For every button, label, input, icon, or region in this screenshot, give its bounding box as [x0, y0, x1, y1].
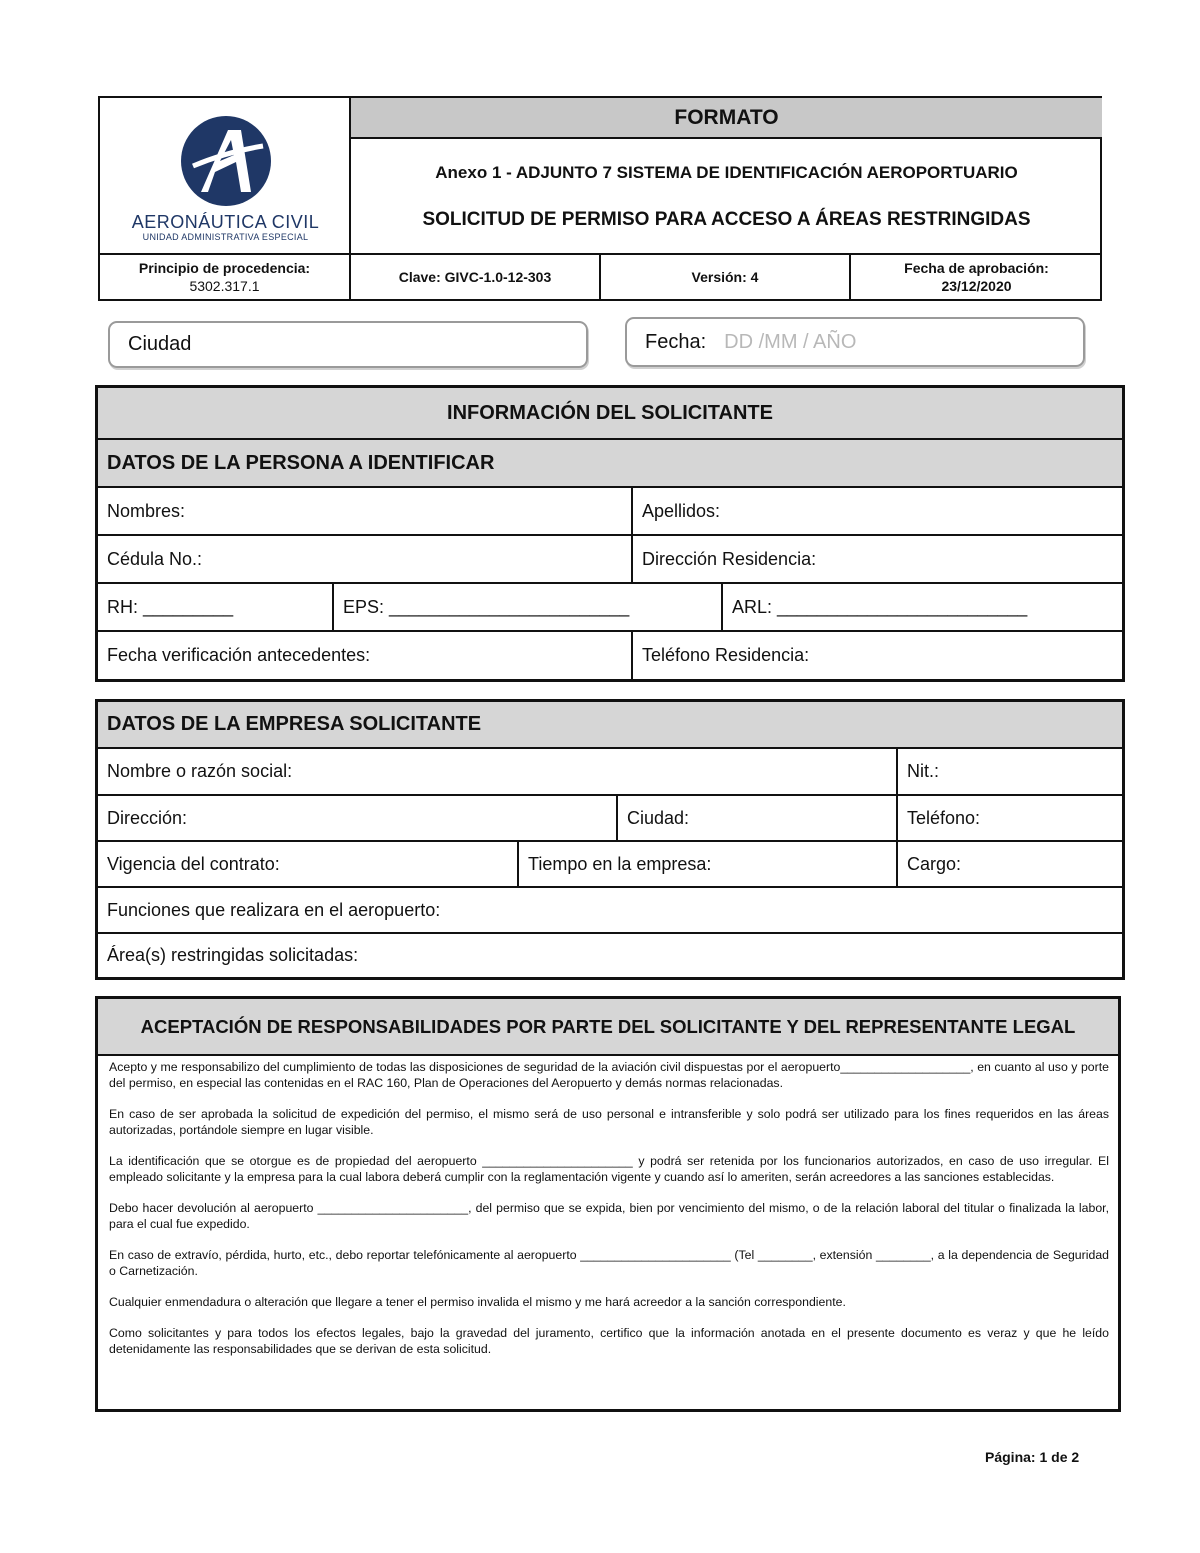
table-row [98, 934, 1122, 977]
table-row [98, 842, 1122, 888]
aceptacion-paragraph: La identificación que se otorgue es de propiedad del aeropuerto ______________________ y podrá ser retenida por los funcionarios autorizados, en caso de uso irregular. El empleado solicitante y la empresa para la cual labora deberá cumplir con la reglamentación vigente y cuando así lo ameriten, serán acreedores a las sanciones establecidas. [109, 1154, 1109, 1184]
table-row [98, 749, 1122, 796]
page-number [985, 1449, 1079, 1465]
aceptacion-paragraph: En caso de ser aprobada la solicitud de expedición del permiso, el mismo será de uso personal e intransferible y solo podrá ser utilizado para los fines requeridos en las áreas autorizadas, portándole siempre en lugar visible. [109, 1107, 1109, 1137]
fecha-aprobacion-value: 23/12/2020 [941, 278, 1012, 294]
aceptacion-paragraph: Cualquier enmendadura o alteración que llegare a tener el permiso invalida el mismo y me hará acreedor a la sanción correspondiente. [109, 1295, 846, 1309]
rh-field[interactable]: RH: _________ [98, 584, 334, 630]
table-row [98, 536, 1122, 584]
aceptacion-paragraph: Debo hacer devolución al aeropuerto ______________________, del permiso que se expida, bien por vencimiento del mismo, o de la relación laboral del titular o finalizada la labor, para el cual fue expedido. [109, 1201, 1109, 1231]
direccion-field[interactable]: Dirección: [98, 796, 618, 840]
fecha-aprobacion [851, 255, 1102, 299]
aceptacion-paragraph: Acepto y me responsabilizo del cumplimiento de todas las disposiciones de seguridad de la aviación civil dispuestas por el aeropuerto___________________, en cuanto al uso y porte del permiso, en especial las contenidas en el RAC 160, Plan de Operaciones del Aeropuerto y demás normas relacionadas. [109, 1060, 1109, 1090]
telefono-field[interactable]: Teléfono: [907, 807, 981, 828]
apellidos-field[interactable]: Apellidos: [642, 500, 721, 521]
cedula-field[interactable]: Cédula No.: [98, 536, 633, 582]
ciudad-empresa-field[interactable]: Ciudad: [618, 796, 898, 840]
telefono-residencia-field[interactable]: Teléfono Residencia: [642, 645, 810, 665]
table-row [98, 888, 1122, 934]
arl-field[interactable]: ARL: _________________________ [732, 596, 1028, 617]
logo-text: AERONÁUTICA CIVIL [131, 212, 320, 232]
aceptacion-title: ACEPTACIÓN DE RESPONSABILIDADES POR PARTE DEL SOLICITANTE Y DEL REPRESENTANTE LEGAL [98, 999, 1118, 1056]
aceptacion-paragraph: En caso de extravío, pérdida, hurto, etc., debo reportar telefónicamente al aeropuerto ______________________ (Tel ________, extensión ________, a la dependencia de Seguridad o Carnetización. [109, 1248, 1109, 1278]
table-row [98, 584, 1122, 632]
tiempo-empresa-field[interactable]: Tiempo en la empresa: [519, 842, 898, 886]
ciudad-label: Ciudad [128, 333, 192, 355]
razon-social-field[interactable]: Nombre o razón social: [98, 749, 898, 794]
nombres-field[interactable]: Nombres: [98, 488, 633, 534]
aerocivil-logo-icon [181, 116, 271, 206]
ciudad-field[interactable] [108, 321, 588, 368]
table-row [98, 632, 1122, 679]
logo-subtext: UNIDAD ADMINISTRATIVA ESPECIAL [142, 232, 309, 242]
vigencia-field[interactable]: Vigencia del contrato: [98, 842, 519, 886]
principio-value: 5302.317.1 [189, 278, 260, 294]
direccion-residencia-field[interactable]: Dirección Residencia: [642, 548, 817, 569]
formato-heading: FORMATO [351, 98, 1102, 139]
logo-cell [100, 98, 351, 255]
anexo-title: Anexo 1 - ADJUNTO 7 SISTEMA DE IDENTIFICACIÓN AEROPORTUARIO [435, 163, 1018, 182]
fecha-label: Fecha: [645, 330, 707, 353]
aceptacion-section [95, 996, 1121, 1412]
table-row [98, 488, 1122, 536]
fecha-verificacion-field[interactable]: Fecha verificación antecedentes: [98, 632, 633, 679]
solicitante-title: INFORMACIÓN DEL SOLICITANTE [98, 388, 1122, 440]
empresa-title: DATOS DE LA EMPRESA SOLICITANTE [98, 702, 1122, 749]
aceptacion-body [109, 1059, 1109, 1372]
cargo-field[interactable]: Cargo: [907, 853, 962, 874]
clave-code: Clave: GIVC-1.0-12-303 [351, 255, 601, 299]
areas-restringidas-field[interactable]: Área(s) restringidas solicitadas: [107, 945, 359, 965]
fecha-field[interactable] [625, 317, 1085, 367]
persona-subtitle: DATOS DE LA PERSONA A IDENTIFICAR [98, 440, 1122, 488]
title-cell [351, 139, 1102, 255]
solicitante-section [95, 385, 1125, 682]
fecha-placeholder: DD /MM / AÑO [724, 330, 857, 353]
nit-field[interactable]: Nit.: [907, 761, 940, 781]
empresa-section [95, 699, 1125, 980]
aceptacion-paragraph: Como solicitantes y para todos los efectos legales, bajo la gravedad del juramento, certifico que la información anotada en el presente documento es veraz y que he leído detenidamente las responsabilidades que se derivan de esta solicitud. [109, 1326, 1109, 1356]
solicitud-title: SOLICITUD DE PERMISO PARA ACCESO A ÁREAS RESTRINGIDAS [422, 209, 1031, 230]
fecha-aprobacion-label: Fecha de aprobación: [904, 260, 1049, 276]
table-row [98, 796, 1122, 842]
document-header [98, 96, 1102, 301]
pagina-value: 1 de 2 [1039, 1449, 1080, 1465]
eps-field[interactable]: EPS: ________________________ [334, 584, 723, 630]
principio-procedencia [100, 255, 351, 299]
version-number: Versión: 4 [601, 255, 851, 299]
funciones-field[interactable]: Funciones que realizara en el aeropuerto: [107, 899, 441, 920]
pagina-label: Página: [985, 1449, 1036, 1465]
principio-label: Principio de procedencia: [138, 260, 311, 276]
